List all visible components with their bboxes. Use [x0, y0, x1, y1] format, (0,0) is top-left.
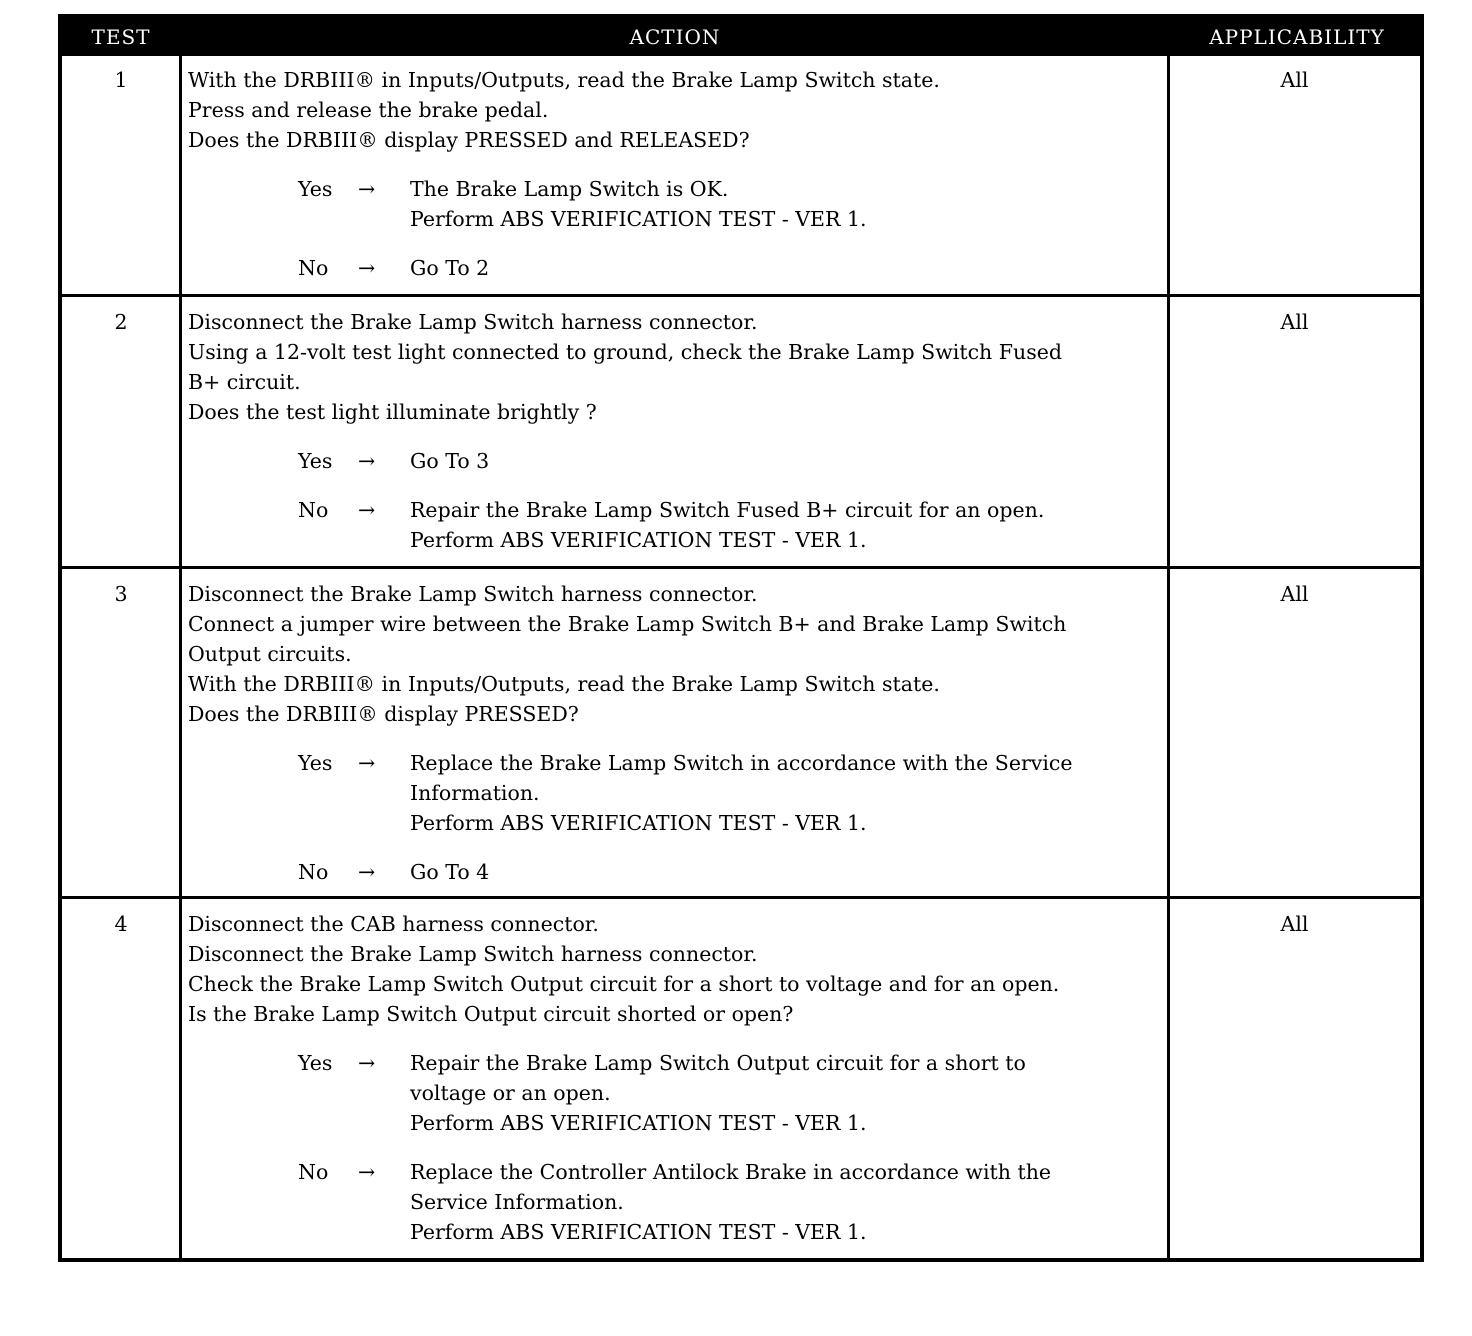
test-number: 1	[114, 68, 128, 92]
instruction-line: Does the DRBIII® display PRESSED?	[188, 702, 579, 726]
test-number: 3	[114, 582, 128, 606]
arrow-icon: →	[358, 751, 376, 775]
row-divider	[62, 896, 1420, 899]
arrow-icon: →	[358, 860, 376, 884]
table-row	[62, 897, 1420, 1262]
arrow-icon: →	[358, 449, 376, 473]
row-divider	[62, 294, 1420, 297]
table-header	[62, 18, 1420, 56]
answer-no	[188, 253, 1168, 283]
applicability: All	[1280, 68, 1309, 92]
instruction-line: Using a 12-volt test light connected to ground, check the Brake Lamp Switch Fused	[188, 340, 1062, 364]
instruction-line: Is the Brake Lamp Switch Output circuit shorted or open?	[188, 1002, 794, 1026]
answer-label: No	[298, 1160, 329, 1184]
action-cell	[188, 909, 1168, 1247]
applicability: All	[1280, 310, 1309, 334]
action-cell	[188, 307, 1168, 555]
answer-label: Yes	[298, 177, 333, 201]
answer-no	[188, 1157, 1168, 1247]
answer-line: Information.	[410, 781, 540, 805]
answer-line: Go To 3	[410, 449, 490, 473]
answer-label: Yes	[298, 1051, 333, 1075]
arrow-icon: →	[358, 177, 376, 201]
answer-line: Service Information.	[410, 1190, 624, 1214]
answer-line: voltage or an open.	[410, 1081, 611, 1105]
instruction-line: Does the DRBIII® display PRESSED and RELEASED?	[188, 128, 750, 152]
arrow-icon: →	[358, 1051, 376, 1075]
instruction-line: With the DRBIII® in Inputs/Outputs, read the Brake Lamp Switch state.	[188, 672, 940, 696]
instruction-line: Output circuits.	[188, 642, 352, 666]
instruction-line: B+ circuit.	[188, 370, 301, 394]
answer-label: No	[298, 860, 329, 884]
applicability: All	[1280, 582, 1309, 606]
instruction-line: Disconnect the Brake Lamp Switch harness connector.	[188, 942, 758, 966]
instruction-line: Does the test light illuminate brightly ?	[188, 400, 597, 424]
answer-label: Yes	[298, 751, 333, 775]
test-number: 2	[114, 310, 128, 334]
instruction-line: Disconnect the Brake Lamp Switch harness connector.	[188, 582, 758, 606]
answer-line: Repair the Brake Lamp Switch Fused B+ circuit for an open.	[410, 498, 1045, 522]
arrow-icon: →	[358, 498, 376, 522]
arrow-icon: →	[358, 256, 376, 280]
row-divider	[62, 566, 1420, 569]
answer-line: Go To 4	[410, 860, 490, 884]
answer-line: Perform ABS VERIFICATION TEST - VER 1.	[410, 1111, 867, 1135]
answer-line: Perform ABS VERIFICATION TEST - VER 1.	[410, 207, 867, 231]
action-cell	[188, 65, 1168, 283]
header-applicability: APPLICABILITY	[1209, 25, 1385, 49]
instruction-line: Check the Brake Lamp Switch Output circuit for a short to voltage and for an open.	[188, 972, 1060, 996]
action-cell	[188, 579, 1168, 887]
header-action: ACTION	[629, 25, 721, 49]
applicability: All	[1280, 912, 1309, 936]
answer-label: No	[298, 498, 329, 522]
answer-no	[188, 857, 1168, 887]
answer-line: Go To 2	[410, 256, 490, 280]
answer-line: Perform ABS VERIFICATION TEST - VER 1.	[410, 811, 867, 835]
answer-line: Replace the Controller Antilock Brake in accordance with the	[410, 1160, 1052, 1184]
answer-label: Yes	[298, 449, 333, 473]
answer-line: Replace the Brake Lamp Switch in accordance with the Service	[410, 751, 1073, 775]
test-number: 4	[114, 912, 128, 936]
answer-yes	[188, 748, 1168, 838]
answer-line: The Brake Lamp Switch is OK.	[410, 177, 729, 201]
answer-yes	[188, 174, 1168, 234]
table-row	[62, 295, 1420, 567]
instruction-line: Disconnect the Brake Lamp Switch harness connector.	[188, 310, 758, 334]
answer-line: Perform ABS VERIFICATION TEST - VER 1.	[410, 1220, 867, 1244]
diagnostic-test-table	[58, 14, 1424, 1262]
answer-yes	[188, 446, 1168, 476]
instruction-line: Disconnect the CAB harness connector.	[188, 912, 599, 936]
answer-line: Repair the Brake Lamp Switch Output circuit for a short to	[410, 1051, 1026, 1075]
arrow-icon: →	[358, 1160, 376, 1184]
answer-no	[188, 495, 1168, 555]
table-row	[62, 53, 1420, 295]
answer-yes	[188, 1048, 1168, 1138]
answer-label: No	[298, 256, 329, 280]
table-row	[62, 567, 1420, 897]
answer-line: Perform ABS VERIFICATION TEST - VER 1.	[410, 528, 867, 552]
instruction-line: With the DRBIII® in Inputs/Outputs, read the Brake Lamp Switch state.	[188, 68, 940, 92]
header-test: TEST	[91, 25, 151, 49]
instruction-line: Press and release the brake pedal.	[188, 98, 549, 122]
instruction-line: Connect a jumper wire between the Brake Lamp Switch B+ and Brake Lamp Switch	[188, 612, 1067, 636]
